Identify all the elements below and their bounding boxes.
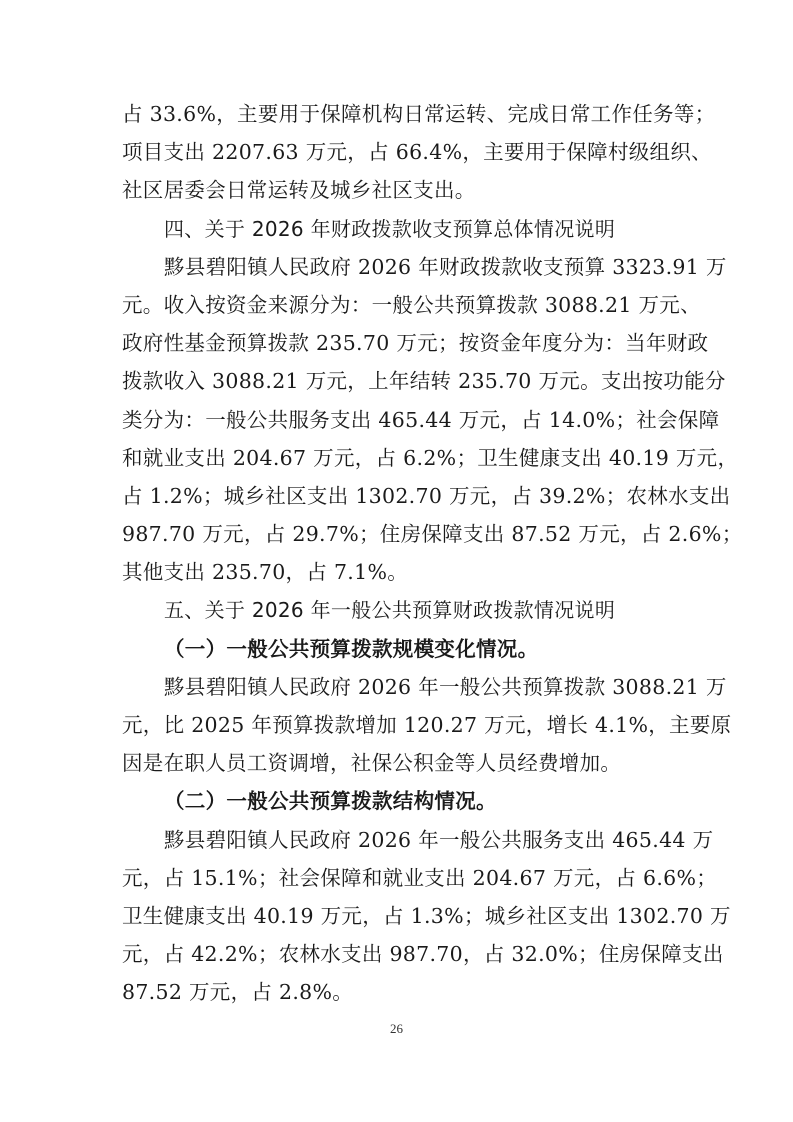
section-heading-5: 五、关于 2026 年一般公共预算财政拨款情况说明	[164, 598, 616, 623]
paragraph-line: 占 1.2%；城乡社区支出 1302.70 万元，占 39.2%；农林水支出	[122, 483, 731, 508]
paragraph-line: 987.70 万元，占 29.7%；住房保障支出 87.52 万元，占 2.6%；	[122, 522, 743, 547]
paragraph-line: 其他支出 235.70，占 7.1%。	[122, 560, 409, 585]
paragraph-line: 拨款收入 3088.21 万元，上年结转 235.70 万元。支出按功能分	[122, 369, 726, 394]
paragraph-line: 元，比 2025 年预算拨款增加 120.27 万元，增长 4.1%，主要原	[122, 713, 732, 737]
paragraph-line: 黟县碧阳镇人民政府 2026 年一般公共服务支出 465.44 万	[164, 827, 714, 852]
paragraph-line: 87.52 万元，占 2.8%。	[122, 980, 354, 1005]
paragraph-line: 元，占 15.1%；社会保障和就业支出 204.67 万元，占 6.6%；	[122, 865, 718, 890]
subsection-heading-1: （一）一般公共预算拨款规模变化情况。	[164, 636, 539, 661]
section-heading-4: 四、关于 2026 年财政拨款收支预算总体情况说明	[164, 216, 616, 241]
paragraph-line: 政府性基金预算拨款 235.70 万元；按资金年度分为：当年财政	[122, 331, 709, 356]
paragraph-line: 社区居委会日常运转及城乡社区支出。	[122, 178, 476, 203]
paragraph-line: 卫生健康支出 40.19 万元，占 1.3%；城乡社区支出 1302.70 万	[122, 903, 731, 928]
document-body	[122, 95, 743, 1012]
paragraph-line: 项目支出 2207.63 万元，占 66.4%，主要用于保障村级组织、	[122, 140, 712, 165]
paragraph-line: 和就业支出 204.67 万元，占 6.2%；卫生健康支出 40.19 万元，	[122, 445, 739, 470]
paragraph-line: 类分为：一般公共服务支出 465.44 万元，占 14.0%；社会保障	[122, 407, 720, 432]
paragraph-line: 黟县碧阳镇人民政府 2026 年一般公共预算拨款 3088.21 万	[164, 674, 727, 699]
paragraph-line: 因是在职人员工资调增，社保公积金等人员经费增加。	[122, 751, 622, 776]
paragraph-line: 黟县碧阳镇人民政府 2026 年财政拨款收支预算 3323.91 万	[164, 254, 727, 279]
paragraph-line: 占 33.6%，主要用于保障机构日常运转、完成日常工作任务等；	[122, 102, 716, 126]
paragraph-line: 元，占 42.2%；农林水支出 987.70，占 32.0%；住房保障支出	[122, 942, 724, 967]
paragraph-line: 元。收入按资金来源分为：一般公共预算拨款 3088.21 万元、	[122, 292, 701, 317]
subsection-heading-2: （二）一般公共预算拨款结构情况。	[164, 789, 497, 814]
page-number: 26	[390, 1021, 403, 1036]
